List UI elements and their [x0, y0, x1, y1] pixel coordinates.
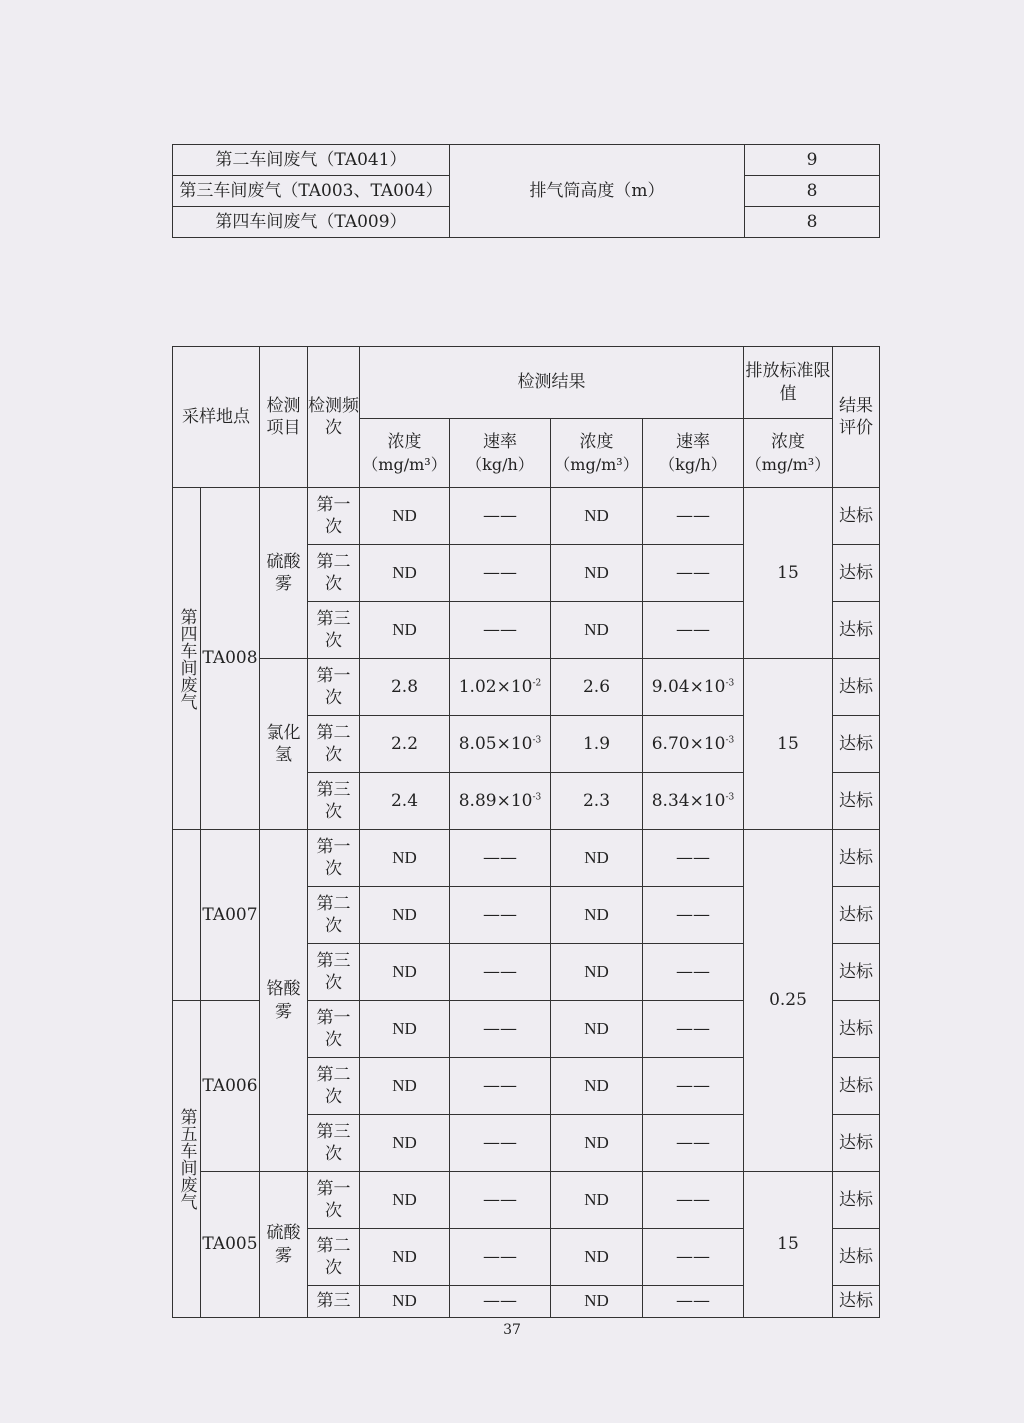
conc-cell: ND: [551, 602, 643, 659]
rate-cell: [450, 773, 551, 830]
freq-cell: 第三次: [308, 602, 360, 659]
rate-mantissa: 1.02×10: [458, 676, 533, 697]
evaluation-cell: 达标: [833, 1115, 880, 1172]
conc-cell: 2.3: [551, 773, 643, 830]
rate-cell: [450, 716, 551, 773]
rate-exponent: -2: [532, 677, 542, 688]
conc-cell: ND: [551, 1172, 643, 1229]
conc-cell: ND: [360, 1286, 450, 1318]
source-name: 第四车间废气（TA009）: [173, 207, 450, 238]
freq-cell: 第二次: [308, 716, 360, 773]
conc-cell: ND: [551, 1058, 643, 1115]
emission-results-table: [172, 346, 880, 1318]
rate-exponent: -3: [725, 791, 735, 802]
conc-cell: ND: [360, 1001, 450, 1058]
conc-cell: ND: [360, 830, 450, 887]
stack-height-value: 8: [745, 207, 880, 238]
conc-cell: ND: [360, 944, 450, 1001]
header-rate-label: 速率: [483, 431, 517, 452]
conc-cell: 1.9: [551, 716, 643, 773]
rate-cell: ——: [450, 887, 551, 944]
header-rate: [450, 419, 551, 488]
conc-cell: ND: [551, 545, 643, 602]
rate-cell: ——: [450, 944, 551, 1001]
conc-cell: 2.8: [360, 659, 450, 716]
rate-cell: ——: [450, 1172, 551, 1229]
conc-cell: ND: [360, 1058, 450, 1115]
rate-cell: ——: [450, 545, 551, 602]
rate-cell: [450, 659, 551, 716]
evaluation-cell: 达标: [833, 1229, 880, 1286]
rate-cell: ——: [643, 1058, 744, 1115]
rate-cell: ——: [450, 1115, 551, 1172]
rate-cell: [643, 716, 744, 773]
source-name: 第三车间废气（TA003、TA004）: [173, 176, 450, 207]
rate-exponent: -3: [532, 791, 542, 802]
evaluation-cell: 达标: [833, 1172, 880, 1229]
rate-cell: ——: [643, 545, 744, 602]
evaluation-cell: 达标: [833, 602, 880, 659]
freq-cell: 第三次: [308, 944, 360, 1001]
freq-cell: 第一次: [308, 1001, 360, 1058]
evaluation-cell: 达标: [833, 830, 880, 887]
limit-chromic: 0.25: [744, 830, 833, 1172]
freq-cell: 第二次: [308, 545, 360, 602]
location-workshop5: 第五车间废气: [173, 1001, 201, 1318]
conc-cell: ND: [551, 1229, 643, 1286]
evaluation-cell: 达标: [833, 773, 880, 830]
rate-cell: ——: [643, 1001, 744, 1058]
conc-cell: ND: [360, 1229, 450, 1286]
rate-mantissa: 9.04×10: [651, 676, 726, 697]
freq-cell: 第三: [308, 1286, 360, 1318]
rate-cell: ——: [450, 488, 551, 545]
rate-cell: ——: [643, 1172, 744, 1229]
freq-cell: 第一次: [308, 1172, 360, 1229]
freq-cell: 第一次: [308, 659, 360, 716]
rate-cell: ——: [450, 1286, 551, 1318]
rate-cell: ——: [643, 830, 744, 887]
header-conc-label: 浓度: [579, 431, 614, 452]
evaluation-cell: 达标: [833, 887, 880, 944]
rate-cell: ——: [450, 1058, 551, 1115]
conc-cell: ND: [360, 602, 450, 659]
rate-cell: ——: [450, 1001, 551, 1058]
header-rate: [643, 419, 744, 488]
item-hcl: 氯化氢: [260, 659, 308, 830]
conc-cell: ND: [551, 944, 643, 1001]
rate-cell: ——: [450, 1229, 551, 1286]
rate-cell: [643, 773, 744, 830]
freq-cell: 第二次: [308, 887, 360, 944]
conc-cell: 2.4: [360, 773, 450, 830]
header-evaluation: 结果评价: [833, 347, 880, 488]
conc-cell: ND: [551, 887, 643, 944]
location-workshop4: 第四车间废气: [173, 488, 201, 830]
stack-height-label: 排气筒高度（m）: [450, 145, 745, 238]
freq-cell: 第三次: [308, 773, 360, 830]
evaluation-cell: 达标: [833, 944, 880, 1001]
rate-exponent: -3: [532, 734, 542, 745]
header-conc-unit: （mg/m³）: [554, 454, 639, 474]
limit-sulfuric: 15: [744, 488, 833, 659]
stack-height-value: 9: [745, 145, 880, 176]
freq-cell: 第三次: [308, 1115, 360, 1172]
conc-cell: 2.2: [360, 716, 450, 773]
freq-cell: 第一次: [308, 830, 360, 887]
station-ta006: TA006: [201, 1001, 260, 1172]
item-sulfuric: 硫酸雾: [260, 488, 308, 659]
source-name: 第二车间废气（TA041）: [173, 145, 450, 176]
limit-sulfuric-2: 15: [744, 1172, 833, 1318]
station-ta005: TA005: [201, 1172, 260, 1318]
header-item: 检测项目: [260, 347, 308, 488]
conc-cell: ND: [360, 1172, 450, 1229]
conc-cell: ND: [551, 488, 643, 545]
header-rate-unit: （kg/h）: [466, 454, 534, 474]
header-conc-unit: （mg/m³）: [362, 454, 447, 474]
header-conc: [551, 419, 643, 488]
conc-cell: ND: [360, 545, 450, 602]
header-limit: 排放标准限值: [744, 347, 833, 419]
conc-cell: ND: [360, 1115, 450, 1172]
evaluation-cell: 达标: [833, 545, 880, 602]
item-sulfuric-2: 硫酸雾: [260, 1172, 308, 1318]
evaluation-cell: 达标: [833, 716, 880, 773]
station-ta008: TA008: [201, 488, 260, 830]
rate-mantissa: 6.70×10: [651, 733, 726, 754]
freq-cell: 第二次: [308, 1058, 360, 1115]
stack-height-value: 8: [745, 176, 880, 207]
rate-exponent: -3: [725, 677, 735, 688]
rate-cell: ——: [643, 944, 744, 1001]
header-limit-conc: [744, 419, 833, 488]
header-rate-unit: （kg/h）: [659, 454, 727, 474]
rate-cell: ——: [643, 1229, 744, 1286]
evaluation-cell: 达标: [833, 659, 880, 716]
header-conc-label: 浓度: [387, 431, 422, 452]
evaluation-cell: 达标: [833, 1001, 880, 1058]
freq-cell: 第二次: [308, 1229, 360, 1286]
conc-cell: ND: [551, 1286, 643, 1318]
page-number: 37: [503, 1322, 521, 1338]
rate-cell: ——: [643, 1115, 744, 1172]
rate-cell: ——: [643, 488, 744, 545]
header-conc: [360, 419, 450, 488]
rate-exponent: -3: [725, 734, 735, 745]
stack-height-table: [172, 144, 880, 238]
conc-cell: ND: [360, 488, 450, 545]
rate-cell: ——: [643, 887, 744, 944]
rate-mantissa: 8.05×10: [458, 733, 533, 754]
location-spacer: [173, 830, 201, 1001]
rate-cell: ——: [643, 602, 744, 659]
header-results: 检测结果: [360, 347, 744, 419]
limit-hcl: 15: [744, 659, 833, 830]
rate-cell: ——: [643, 1286, 744, 1318]
evaluation-cell: 达标: [833, 1058, 880, 1115]
header-rate-label: 速率: [676, 431, 710, 452]
header-limit-unit: （mg/m³）: [745, 454, 831, 474]
conc-cell: ND: [551, 830, 643, 887]
header-freq: 检测频次: [308, 347, 360, 488]
item-chromic: 铬酸雾: [260, 830, 308, 1172]
evaluation-cell: 达标: [833, 488, 880, 545]
header-location: 采样地点: [173, 347, 260, 488]
conc-cell: ND: [551, 1001, 643, 1058]
rate-mantissa: 8.34×10: [651, 790, 726, 811]
station-ta007: TA007: [201, 830, 260, 1001]
evaluation-cell: 达标: [833, 1286, 880, 1318]
conc-cell: ND: [360, 887, 450, 944]
rate-mantissa: 8.89×10: [458, 790, 533, 811]
rate-cell: ——: [450, 830, 551, 887]
rate-cell: [643, 659, 744, 716]
header-limit-conc-label: 浓度: [771, 431, 805, 452]
rate-cell: ——: [450, 602, 551, 659]
freq-cell: 第一次: [308, 488, 360, 545]
conc-cell: ND: [551, 1115, 643, 1172]
conc-cell: 2.6: [551, 659, 643, 716]
